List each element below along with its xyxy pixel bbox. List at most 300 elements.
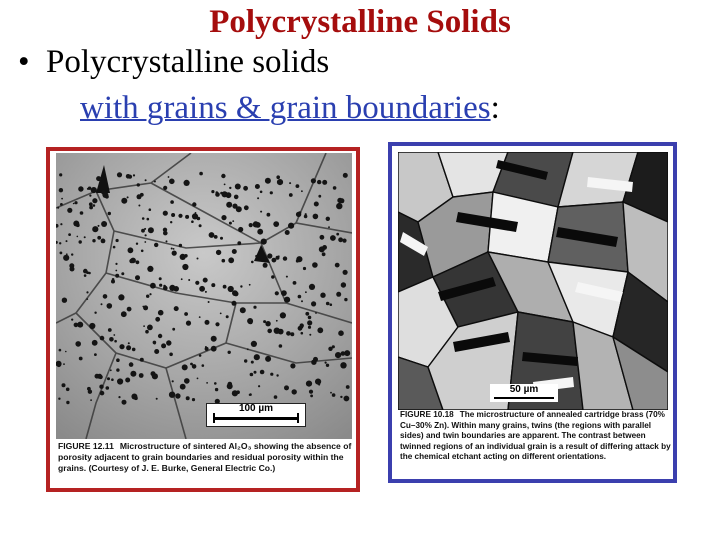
- pore: [62, 383, 66, 387]
- pore: [65, 351, 67, 353]
- pore: [101, 303, 103, 305]
- pore: [326, 217, 330, 221]
- pore: [145, 234, 147, 236]
- pore: [147, 266, 153, 272]
- pore: [258, 385, 260, 387]
- pore: [290, 363, 295, 368]
- pore: [265, 321, 270, 326]
- pore: [343, 173, 348, 178]
- pore: [108, 212, 111, 215]
- pore: [63, 363, 65, 365]
- pore: [145, 330, 149, 334]
- pore: [93, 204, 96, 207]
- pore: [240, 285, 242, 287]
- slide-title: Polycrystalline Solids: [209, 4, 511, 40]
- pore: [66, 388, 70, 392]
- pore: [341, 351, 346, 356]
- pore: [220, 192, 223, 195]
- pore: [309, 334, 311, 336]
- pore: [62, 298, 67, 303]
- pore: [182, 364, 188, 370]
- pore: [330, 235, 336, 241]
- pore: [172, 328, 175, 331]
- pore: [211, 336, 217, 342]
- micrograph-alumina-image: [56, 153, 352, 439]
- pore: [130, 258, 136, 264]
- pore: [143, 325, 145, 327]
- pore: [185, 215, 189, 219]
- pore: [114, 340, 117, 343]
- pore: [276, 175, 280, 179]
- pore: [121, 272, 124, 275]
- pore: [238, 227, 243, 232]
- pore: [267, 329, 272, 334]
- pore: [80, 211, 84, 215]
- pore: [170, 200, 174, 204]
- pore: [237, 241, 241, 245]
- pore: [171, 213, 175, 217]
- pore: [309, 284, 315, 290]
- pore: [296, 184, 300, 188]
- pore: [214, 382, 217, 385]
- pore: [101, 239, 106, 244]
- pore: [186, 321, 191, 326]
- pore: [320, 235, 325, 240]
- pore: [94, 312, 96, 314]
- pore: [265, 356, 271, 362]
- pore: [221, 174, 225, 178]
- pore: [336, 292, 341, 297]
- pore: [142, 217, 145, 220]
- pore: [132, 348, 136, 352]
- pore: [60, 203, 63, 206]
- pore: [59, 349, 62, 352]
- pore: [276, 256, 280, 260]
- pore: [99, 375, 103, 379]
- pore: [293, 281, 297, 285]
- pore: [254, 371, 257, 374]
- pore: [156, 398, 158, 400]
- pore: [305, 312, 309, 316]
- pore: [98, 225, 100, 227]
- pore: [103, 294, 108, 299]
- scale-bar-line: [213, 417, 299, 420]
- pore: [100, 391, 105, 396]
- pore: [70, 267, 75, 272]
- pore: [77, 236, 79, 238]
- pore: [250, 373, 254, 377]
- pore: [179, 244, 182, 247]
- pore: [305, 291, 307, 293]
- pore: [76, 223, 80, 227]
- pore: [344, 396, 350, 402]
- pore: [121, 198, 127, 204]
- pore: [119, 344, 124, 349]
- bullet-marker: •: [18, 44, 30, 80]
- pore: [328, 226, 330, 228]
- pore: [192, 398, 195, 401]
- pore: [325, 362, 327, 364]
- pore: [223, 285, 227, 289]
- pore: [191, 220, 194, 223]
- pore: [140, 193, 144, 197]
- pore: [158, 334, 162, 338]
- pore: [236, 206, 242, 212]
- pore: [74, 201, 77, 204]
- pore: [309, 390, 313, 394]
- pore: [341, 282, 346, 287]
- pore: [340, 396, 342, 398]
- figure-cartridge-brass: [388, 142, 677, 483]
- pore: [133, 174, 135, 176]
- pore: [172, 251, 177, 256]
- pore: [136, 260, 140, 264]
- pore: [84, 274, 87, 277]
- pore: [90, 399, 92, 401]
- pore: [113, 246, 116, 249]
- pore: [172, 380, 174, 382]
- pore: [91, 187, 97, 193]
- pore: [254, 354, 260, 360]
- pore: [322, 180, 327, 185]
- pore: [57, 207, 59, 209]
- pore: [154, 181, 156, 183]
- pore: [244, 359, 247, 362]
- pore: [320, 293, 325, 298]
- pore: [136, 243, 138, 245]
- pore: [249, 394, 251, 396]
- pore: [257, 229, 263, 235]
- pore: [229, 222, 232, 225]
- pore: [202, 364, 205, 367]
- pore: [236, 390, 240, 394]
- pore: [125, 378, 130, 383]
- pore: [117, 378, 123, 384]
- pore: [226, 202, 232, 208]
- pore: [232, 220, 234, 222]
- pore: [281, 290, 287, 296]
- pore: [117, 172, 122, 177]
- pore: [284, 385, 289, 390]
- pore: [68, 233, 71, 236]
- pore: [168, 176, 170, 178]
- pore: [249, 223, 253, 227]
- pore: [188, 279, 190, 281]
- subtext-suffix: :: [490, 90, 500, 126]
- pore: [199, 224, 202, 227]
- pore: [166, 240, 168, 242]
- pore: [337, 198, 342, 203]
- pore: [147, 325, 153, 331]
- pore: [73, 203, 75, 205]
- pore: [169, 353, 173, 357]
- pore: [211, 283, 215, 287]
- pore: [205, 320, 210, 325]
- pore: [127, 196, 129, 198]
- pore: [317, 180, 321, 184]
- pore: [311, 178, 316, 183]
- pore: [228, 351, 231, 354]
- pore: [145, 179, 147, 181]
- pore: [163, 285, 166, 288]
- pore: [292, 389, 297, 394]
- pore: [173, 248, 175, 250]
- pore: [222, 191, 228, 197]
- pore: [115, 270, 117, 272]
- pore: [154, 349, 159, 354]
- pore: [184, 312, 188, 316]
- pore: [220, 237, 223, 240]
- pore: [224, 184, 226, 186]
- pore: [71, 253, 73, 255]
- pore: [205, 346, 207, 348]
- pore: [86, 291, 88, 293]
- pore: [111, 378, 114, 381]
- pore: [244, 205, 249, 210]
- pore: [326, 302, 330, 306]
- pore: [251, 261, 254, 264]
- pore: [105, 195, 109, 199]
- pore: [161, 343, 166, 348]
- pore: [107, 377, 110, 380]
- pore: [137, 183, 140, 186]
- pore: [59, 188, 63, 192]
- figure-caption: [400, 410, 672, 463]
- pore: [232, 290, 238, 296]
- pore: [118, 294, 124, 300]
- pore: [122, 400, 127, 405]
- pore: [116, 358, 120, 362]
- pore: [92, 340, 98, 346]
- pore: [171, 248, 173, 250]
- pore: [92, 226, 98, 232]
- pore: [289, 193, 293, 197]
- pore: [206, 382, 208, 384]
- pore: [283, 256, 287, 260]
- pore: [277, 179, 283, 185]
- pore: [228, 257, 234, 263]
- pore: [83, 269, 88, 274]
- pore: [163, 211, 168, 216]
- pore: [129, 362, 134, 367]
- pore: [247, 318, 253, 324]
- pore: [116, 239, 119, 242]
- pore: [159, 284, 162, 287]
- pore: [247, 348, 249, 350]
- pore: [116, 368, 119, 371]
- pore: [232, 249, 237, 254]
- pore: [139, 373, 144, 378]
- pore: [66, 240, 68, 242]
- pore: [226, 315, 229, 318]
- pore: [267, 213, 271, 217]
- pore: [199, 286, 205, 292]
- pore: [121, 311, 127, 317]
- pore: [197, 378, 199, 380]
- pore: [199, 172, 203, 176]
- pore: [126, 174, 131, 179]
- pore: [75, 341, 81, 347]
- pore: [110, 369, 112, 371]
- pore: [313, 214, 319, 220]
- pore: [74, 323, 79, 328]
- pore: [87, 387, 91, 391]
- pore: [92, 198, 97, 203]
- pore: [149, 208, 152, 211]
- pore: [203, 278, 208, 283]
- pore: [318, 195, 321, 198]
- pore: [332, 393, 336, 397]
- pore: [301, 332, 304, 335]
- pore: [195, 212, 197, 214]
- pore: [158, 310, 164, 316]
- pore: [234, 195, 239, 200]
- pore: [255, 184, 260, 189]
- pore: [199, 316, 201, 318]
- pore: [261, 239, 267, 245]
- pore: [300, 323, 304, 327]
- pore: [267, 253, 272, 258]
- pore: [286, 331, 291, 336]
- pore: [195, 281, 199, 285]
- pore: [330, 303, 333, 306]
- pore: [66, 401, 69, 404]
- pore: [112, 278, 115, 281]
- pore: [128, 342, 130, 344]
- pore: [190, 363, 193, 366]
- pore: [216, 250, 221, 255]
- pore: [94, 353, 97, 356]
- pore: [100, 336, 105, 341]
- bullet-text: Polycrystalline solids: [46, 44, 330, 80]
- pore: [60, 223, 62, 225]
- pore: [59, 173, 62, 176]
- pore: [279, 344, 283, 348]
- pore: [276, 320, 278, 322]
- pore: [106, 386, 110, 390]
- scale-bar-label: 50 µm: [509, 384, 539, 395]
- bullet-item: [18, 42, 329, 82]
- pore: [343, 270, 348, 275]
- pore: [154, 243, 158, 247]
- pore: [95, 374, 100, 379]
- pore: [317, 327, 323, 333]
- pore: [140, 358, 144, 362]
- pore: [108, 328, 112, 332]
- pore: [220, 313, 222, 315]
- pore: [311, 360, 316, 365]
- pore: [163, 186, 167, 190]
- micrograph-brass: [398, 152, 668, 410]
- pore: [89, 323, 95, 329]
- pore: [209, 232, 215, 238]
- pore: [310, 395, 313, 398]
- pore: [127, 307, 132, 312]
- pore: [263, 263, 268, 268]
- pore: [192, 202, 196, 206]
- pore: [338, 237, 343, 242]
- pore: [215, 388, 218, 391]
- pore: [315, 312, 317, 314]
- figure-number: FIGURE 12.11: [58, 441, 114, 451]
- pore: [58, 398, 60, 400]
- figure-caption: [58, 441, 354, 474]
- pore: [286, 276, 288, 278]
- pore: [182, 264, 188, 270]
- pore: [130, 371, 136, 377]
- pore: [290, 332, 294, 336]
- pore: [146, 295, 149, 298]
- pore: [222, 259, 226, 263]
- pore: [178, 214, 182, 218]
- pore: [115, 263, 117, 265]
- pore: [215, 322, 219, 326]
- pore: [59, 242, 61, 244]
- pore: [107, 303, 113, 309]
- pore: [308, 316, 312, 320]
- pore: [288, 223, 294, 229]
- pore: [271, 275, 274, 278]
- pore: [88, 187, 91, 190]
- pore: [249, 284, 251, 286]
- pore: [307, 320, 312, 325]
- figure-sintered-alumina: [46, 147, 360, 492]
- pore: [186, 396, 190, 400]
- pore: [260, 370, 265, 375]
- pore: [260, 191, 263, 194]
- pore: [89, 195, 91, 197]
- pore: [253, 221, 259, 227]
- pore: [322, 252, 326, 256]
- micrograph-brass-image: [398, 152, 668, 410]
- figure-caption-text: Microstructure of sintered Al₂O₃ showing the absence of porosity adjacent to grain boundaries and residual porosity within the grains. (Courtesy of J. E. Burke, General Electric Co.): [58, 441, 352, 473]
- pore: [211, 346, 217, 352]
- pore: [322, 245, 327, 250]
- pore: [257, 197, 259, 199]
- pore: [211, 190, 214, 193]
- pore: [175, 393, 180, 398]
- pore: [298, 295, 302, 299]
- pore: [335, 352, 341, 358]
- pore: [303, 267, 306, 270]
- pore: [147, 218, 150, 221]
- pore: [336, 203, 342, 209]
- pore: [101, 221, 107, 227]
- pore: [333, 186, 337, 190]
- pore: [181, 278, 183, 280]
- pore: [298, 211, 301, 214]
- pore: [92, 239, 95, 242]
- pore: [109, 337, 114, 342]
- grains-link[interactable]: with grains & grain boundaries: [80, 90, 491, 126]
- pore: [144, 241, 146, 243]
- pore: [243, 186, 248, 191]
- pore: [135, 275, 140, 280]
- scale-bar: [490, 384, 558, 402]
- pore: [96, 176, 101, 181]
- pore: [306, 381, 312, 387]
- pore: [255, 255, 257, 257]
- pore: [276, 374, 278, 376]
- pore: [311, 301, 316, 306]
- figure-caption-text: The microstructure of annealed cartridge brass (70% Cu–30% Zn). Within many grains, twins (the regions with parallel sides) and twin boundaries are apparent. The contrast between twinned regions of an individual grain is a result of differing attack by the chemical etchant acting on different orientations.: [400, 410, 671, 462]
- pore: [251, 361, 254, 364]
- pore: [274, 395, 278, 399]
- pore: [304, 215, 308, 219]
- pore: [97, 236, 101, 240]
- pore: [174, 306, 179, 311]
- pore: [126, 345, 131, 350]
